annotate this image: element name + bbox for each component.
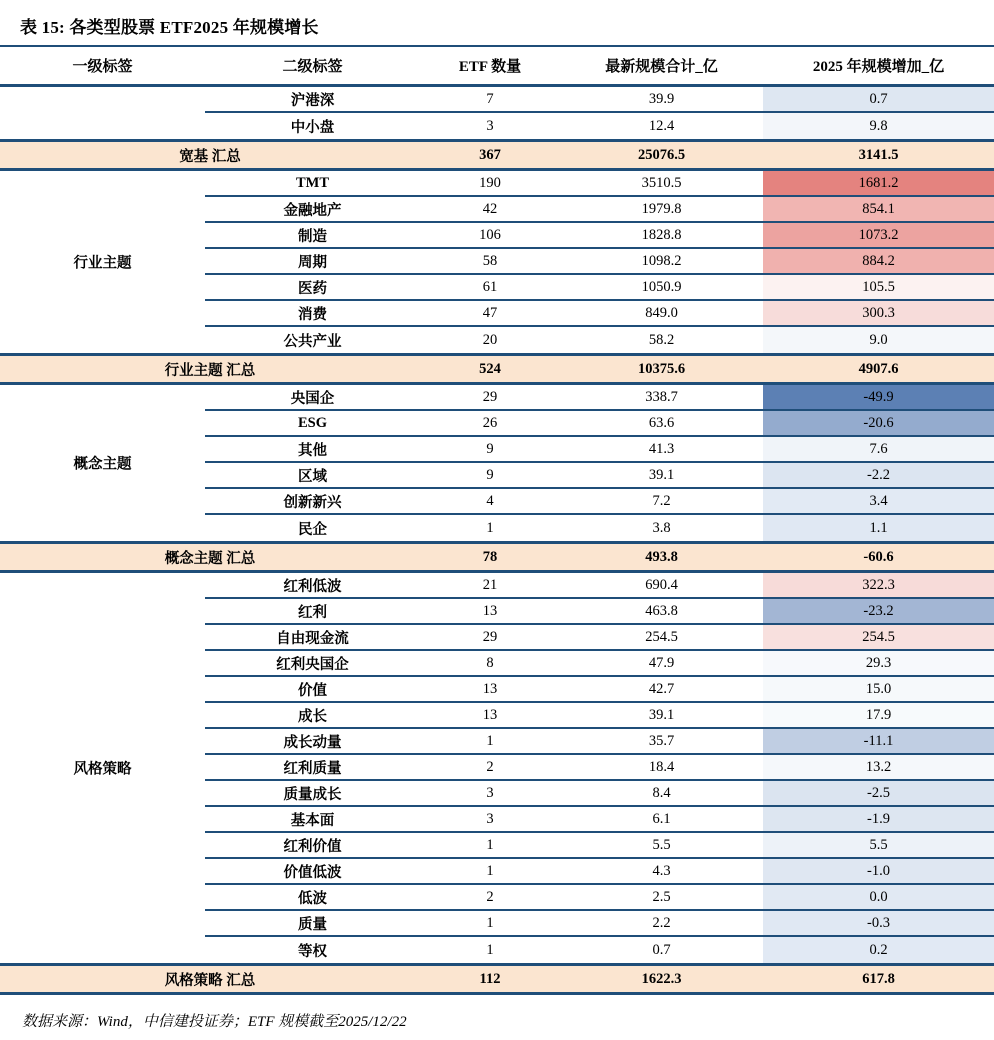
tier2-label-cell: 沪港深 <box>290 92 335 109</box>
scale-change-cell: -20.6 <box>763 411 994 435</box>
tier1-spacer-cell <box>0 911 205 937</box>
summary-label-cell: 行业主题 汇总 <box>164 362 256 379</box>
scale-change-cell: -2.5 <box>763 781 994 805</box>
summary-latest-scale-cell: 493.8 <box>645 548 678 565</box>
table-header-row <box>0 45 994 87</box>
summary-etf-count-cell: 112 <box>479 970 501 987</box>
tier2-label-cell: 质量成长 <box>283 786 342 803</box>
table-row <box>0 599 994 625</box>
table-body <box>0 87 994 995</box>
tier2-label-cell: 周期 <box>298 254 327 271</box>
etf-count-cell: 4 <box>486 492 494 509</box>
latest-scale-cell: 2.2 <box>652 914 671 931</box>
tier2-label-cell: 成长动量 <box>283 734 342 751</box>
latest-scale-cell: 1828.8 <box>641 226 682 243</box>
table-row <box>0 171 994 197</box>
tier1-spacer-cell <box>0 573 205 599</box>
tier1-spacer-cell <box>0 599 205 625</box>
etf-count-cell: 7 <box>486 90 494 107</box>
etf-count-cell: 61 <box>482 278 498 295</box>
table-row <box>0 515 994 541</box>
summary-row <box>0 963 994 995</box>
row-cells <box>205 755 994 781</box>
tier1-spacer-cell <box>0 385 205 411</box>
latest-scale-cell: 12.4 <box>648 117 675 134</box>
etf-count-cell: 106 <box>479 226 501 243</box>
scale-change-cell: 1073.2 <box>763 223 994 247</box>
scale-change-cell: 3.4 <box>763 489 994 513</box>
scale-change-cell: 0.0 <box>763 885 994 909</box>
etf-count-cell: 29 <box>482 388 498 405</box>
header-tier1-label: 一级标签 <box>72 59 133 75</box>
tier1-spacer-cell <box>0 411 205 437</box>
tier1-spacer-cell <box>0 197 205 223</box>
row-cells <box>205 87 994 113</box>
latest-scale-cell: 849.0 <box>645 304 678 321</box>
latest-scale-cell: 4.3 <box>652 862 671 879</box>
header-2025-change: 2025 年规模增加_亿 <box>812 59 945 75</box>
row-cells <box>205 327 994 353</box>
tier1-spacer-cell <box>0 651 205 677</box>
tier1-spacer-cell <box>0 223 205 249</box>
row-cells <box>205 911 994 937</box>
scale-change-cell: 1681.2 <box>763 171 994 195</box>
latest-scale-cell: 58.2 <box>648 331 675 348</box>
latest-scale-cell: 1098.2 <box>641 252 682 269</box>
row-cells <box>205 885 994 911</box>
table-row <box>0 489 994 515</box>
scale-change-cell: -23.2 <box>763 599 994 623</box>
tier1-spacer-cell <box>0 171 205 197</box>
table-row <box>0 385 994 411</box>
table-row <box>0 937 994 963</box>
scale-change-cell: -0.3 <box>763 911 994 935</box>
summary-row <box>0 541 994 573</box>
table-row <box>0 197 994 223</box>
table-row <box>0 87 994 113</box>
summary-label-cell: 宽基 汇总 <box>179 148 241 165</box>
etf-count-cell: 1 <box>486 914 494 931</box>
etf-count-cell: 3 <box>486 784 494 801</box>
summary-scale-change-cell: 3141.5 <box>858 146 899 163</box>
latest-scale-cell: 6.1 <box>652 810 671 827</box>
table-row <box>0 729 994 755</box>
row-cells <box>205 729 994 755</box>
etf-count-cell: 1 <box>486 732 494 749</box>
scale-change-cell: 105.5 <box>763 275 994 299</box>
latest-scale-cell: 42.7 <box>648 680 675 697</box>
etf-count-cell: 29 <box>482 628 498 645</box>
tier1-spacer-cell <box>0 885 205 911</box>
tier2-label-cell: 中小盘 <box>290 119 335 136</box>
latest-scale-cell: 3510.5 <box>641 174 682 191</box>
row-cells <box>205 703 994 729</box>
etf-count-cell: 1 <box>486 519 494 536</box>
tier1-spacer-cell <box>0 327 205 353</box>
table-row <box>0 885 994 911</box>
tier2-label-cell: TMT <box>295 174 330 191</box>
scale-change-cell: 0.2 <box>763 937 994 963</box>
scale-change-cell: 1.1 <box>763 515 994 541</box>
table-row <box>0 223 994 249</box>
scale-change-cell: 9.8 <box>763 113 994 139</box>
latest-scale-cell: 1979.8 <box>641 200 682 217</box>
etf-count-cell: 26 <box>482 414 498 431</box>
header-tier2-label: 二级标签 <box>282 59 343 75</box>
table-row <box>0 411 994 437</box>
row-cells <box>205 859 994 885</box>
tier2-label-cell: 公共产业 <box>283 333 342 350</box>
scale-change-cell: -2.2 <box>763 463 994 487</box>
scale-change-cell: 5.5 <box>763 833 994 857</box>
etf-count-cell: 9 <box>486 440 494 457</box>
summary-latest-scale-cell: 25076.5 <box>637 146 686 163</box>
scale-change-cell: -1.0 <box>763 859 994 883</box>
row-cells <box>205 223 994 249</box>
etf-count-cell: 2 <box>486 758 494 775</box>
row-cells <box>205 599 994 625</box>
tier1-spacer-cell <box>0 781 205 807</box>
row-cells <box>205 301 994 327</box>
table-row <box>0 275 994 301</box>
latest-scale-cell: 63.6 <box>648 414 675 431</box>
row-cells <box>205 113 994 139</box>
tier1-spacer-cell <box>0 859 205 885</box>
tier2-label-cell: 低波 <box>298 890 327 907</box>
scale-change-cell: 7.6 <box>763 437 994 461</box>
etf-count-cell: 47 <box>482 304 498 321</box>
row-cells <box>205 515 994 541</box>
tier1-spacer-cell <box>0 515 205 541</box>
etf-count-cell: 58 <box>482 252 498 269</box>
latest-scale-cell: 41.3 <box>648 440 675 457</box>
tier1-spacer-cell <box>0 677 205 703</box>
table-row <box>0 301 994 327</box>
row-cells <box>205 171 994 197</box>
table-row <box>0 781 994 807</box>
summary-latest-scale-cell: 1622.3 <box>641 970 682 987</box>
scale-change-cell: 854.1 <box>763 197 994 221</box>
summary-etf-count-cell: 78 <box>482 548 498 565</box>
scale-change-cell: 0.7 <box>763 87 994 111</box>
tier2-label-cell: 红利 <box>298 604 327 621</box>
summary-label-cell: 概念主题 汇总 <box>164 550 256 567</box>
tier1-spacer-cell <box>0 113 205 139</box>
row-cells <box>205 411 994 437</box>
etf-count-cell: 13 <box>482 680 498 697</box>
tier1-group <box>0 87 994 139</box>
summary-etf-count-cell: 524 <box>479 360 501 377</box>
etf-count-cell: 3 <box>486 117 494 134</box>
latest-scale-cell: 2.5 <box>652 888 671 905</box>
scale-change-cell: 254.5 <box>763 625 994 649</box>
latest-scale-cell: 338.7 <box>645 388 678 405</box>
row-cells <box>205 275 994 301</box>
tier1-spacer-cell <box>0 937 205 963</box>
tier2-label-cell: ESG <box>297 414 327 431</box>
scale-change-cell: 15.0 <box>763 677 994 701</box>
latest-scale-cell: 463.8 <box>645 602 678 619</box>
table-row <box>0 859 994 885</box>
tier2-label-cell: 金融地产 <box>283 202 342 219</box>
latest-scale-cell: 0.7 <box>652 941 671 958</box>
header-latest-scale: 最新规模合计_亿 <box>605 59 718 75</box>
etf-count-cell: 13 <box>482 602 498 619</box>
tier2-label-cell: 质量 <box>298 916 327 933</box>
tier1-spacer-cell <box>0 833 205 859</box>
table-row <box>0 651 994 677</box>
tier2-label-cell: 创新新兴 <box>283 494 342 511</box>
scale-change-cell: 29.3 <box>763 651 994 675</box>
summary-label-cell: 风格策略 汇总 <box>164 972 256 989</box>
row-cells <box>205 573 994 599</box>
row-cells <box>205 249 994 275</box>
etf-count-cell: 8 <box>486 654 494 671</box>
tier1-spacer-cell <box>0 807 205 833</box>
tier2-label-cell: 央国企 <box>290 390 335 407</box>
table-row <box>0 677 994 703</box>
etf-count-cell: 190 <box>479 174 501 191</box>
etf-count-cell: 9 <box>486 466 494 483</box>
scale-change-cell: 9.0 <box>763 327 994 353</box>
etf-count-cell: 1 <box>486 941 494 958</box>
row-cells <box>205 651 994 677</box>
tier2-label-cell: 民企 <box>298 521 327 538</box>
etf-count-cell: 3 <box>486 810 494 827</box>
tier2-label-cell: 基本面 <box>290 812 335 829</box>
scale-change-cell: -49.9 <box>763 385 994 409</box>
table-row <box>0 911 994 937</box>
tier2-label-cell: 红利质量 <box>283 760 342 777</box>
scale-change-cell: 13.2 <box>763 755 994 779</box>
latest-scale-cell: 7.2 <box>652 492 671 509</box>
row-cells <box>205 489 994 515</box>
table-row <box>0 327 994 353</box>
scale-change-cell: -1.9 <box>763 807 994 831</box>
tier1-spacer-cell <box>0 703 205 729</box>
etf-count-cell: 42 <box>482 200 498 217</box>
table-row <box>0 833 994 859</box>
tier1-spacer-cell <box>0 489 205 515</box>
latest-scale-cell: 5.5 <box>652 836 671 853</box>
tier2-label-cell: 医药 <box>298 280 327 297</box>
row-cells <box>205 833 994 859</box>
tier2-label-cell: 制造 <box>298 228 327 245</box>
table-row <box>0 113 994 139</box>
data-source-note: 数据来源：Wind，中信建投证券；ETF 规模截至2025/12/22 <box>22 1014 407 1030</box>
tier1-group-label: 行业主题 <box>73 255 132 272</box>
etf-count-cell: 21 <box>482 576 498 593</box>
latest-scale-cell: 39.1 <box>648 466 675 483</box>
tier1-group-label: 概念主题 <box>73 456 132 473</box>
summary-etf-count-cell: 367 <box>479 146 501 163</box>
tier1-spacer-cell <box>0 87 205 113</box>
row-cells <box>205 197 994 223</box>
row-cells <box>205 807 994 833</box>
tier2-label-cell: 红利央国企 <box>276 656 349 673</box>
tier2-label-cell: 成长 <box>298 708 327 725</box>
tier2-label-cell: 红利低波 <box>283 578 342 595</box>
latest-scale-cell: 8.4 <box>652 784 671 801</box>
tier2-label-cell: 红利价值 <box>283 838 342 855</box>
tier1-spacer-cell <box>0 729 205 755</box>
summary-scale-change-cell: 617.8 <box>862 970 895 987</box>
tier1-group-label: 风格策略 <box>73 761 132 778</box>
tier2-label-cell: 价值低波 <box>283 864 342 881</box>
etf-count-cell: 2 <box>486 888 494 905</box>
tier2-label-cell: 消费 <box>298 306 327 323</box>
latest-scale-cell: 1050.9 <box>641 278 682 295</box>
summary-scale-change-cell: 4907.6 <box>858 360 899 377</box>
row-cells <box>205 781 994 807</box>
etf-count-cell: 13 <box>482 706 498 723</box>
etf-scale-table <box>0 45 994 995</box>
table-row <box>0 703 994 729</box>
row-cells <box>205 463 994 489</box>
tier1-spacer-cell <box>0 625 205 651</box>
summary-latest-scale-cell: 10375.6 <box>637 360 686 377</box>
scale-change-cell: 322.3 <box>763 573 994 597</box>
summary-row <box>0 353 994 385</box>
summary-scale-change-cell: -60.6 <box>863 548 894 565</box>
etf-count-cell: 1 <box>486 836 494 853</box>
row-cells <box>205 937 994 963</box>
latest-scale-cell: 39.1 <box>648 706 675 723</box>
tier1-group <box>0 171 994 353</box>
tier2-label-cell: 区域 <box>298 468 327 485</box>
latest-scale-cell: 690.4 <box>645 576 678 593</box>
row-cells <box>205 677 994 703</box>
scale-change-cell: 884.2 <box>763 249 994 273</box>
table-row <box>0 807 994 833</box>
latest-scale-cell: 39.9 <box>648 90 675 107</box>
row-cells <box>205 625 994 651</box>
row-cells <box>205 437 994 463</box>
header-etf-count: ETF 数量 <box>458 59 522 75</box>
latest-scale-cell: 254.5 <box>645 628 678 645</box>
latest-scale-cell: 18.4 <box>648 758 675 775</box>
tier2-label-cell: 自由现金流 <box>276 630 349 647</box>
table-title: 表 15: 各类型股票 ETF2025 年规模增长 <box>20 18 319 37</box>
tier1-group <box>0 385 994 541</box>
etf-count-cell: 20 <box>482 331 498 348</box>
tier2-label-cell: 等权 <box>298 943 327 960</box>
scale-change-cell: -11.1 <box>763 729 994 753</box>
tier2-label-cell: 其他 <box>298 442 327 459</box>
latest-scale-cell: 47.9 <box>648 654 675 671</box>
scale-change-cell: 300.3 <box>763 301 994 325</box>
tier1-spacer-cell <box>0 275 205 301</box>
table-row <box>0 573 994 599</box>
latest-scale-cell: 3.8 <box>652 519 671 536</box>
table-row <box>0 625 994 651</box>
latest-scale-cell: 35.7 <box>648 732 675 749</box>
summary-row <box>0 139 994 171</box>
scale-change-cell: 17.9 <box>763 703 994 727</box>
row-cells <box>205 385 994 411</box>
tier1-spacer-cell <box>0 301 205 327</box>
tier2-label-cell: 价值 <box>298 682 327 699</box>
etf-count-cell: 1 <box>486 862 494 879</box>
tier1-group <box>0 573 994 963</box>
